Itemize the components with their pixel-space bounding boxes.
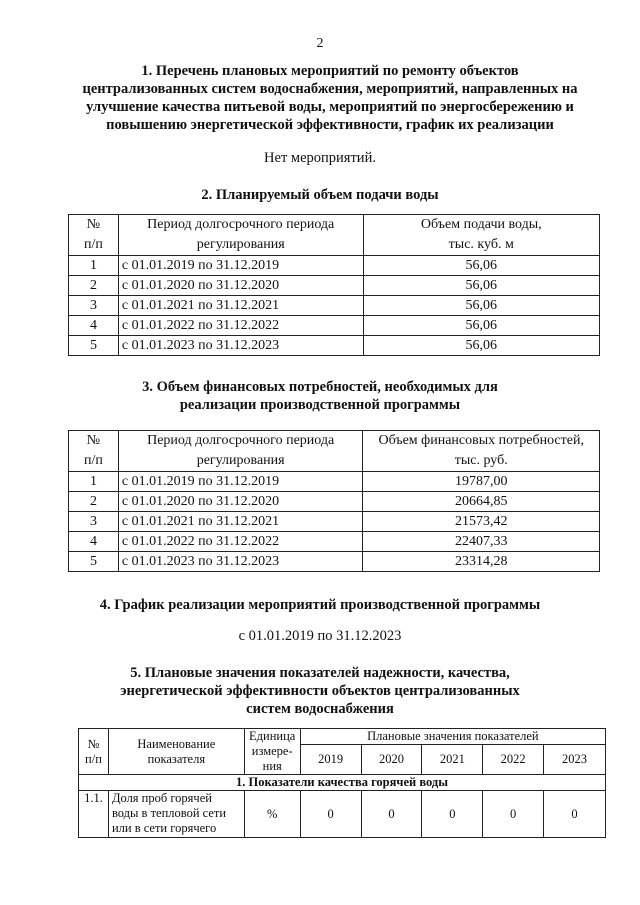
row-value: 56,06 — [363, 256, 600, 276]
table-group-row — [79, 775, 606, 791]
header-year: 2020 — [361, 745, 422, 775]
section2-title: 2. Планируемый объем подачи воды — [201, 187, 439, 203]
section1-title-line: централизованных систем водоснабжения, мероприятий, направленных на — [82, 81, 578, 97]
row-period: с 01.01.2020 по 31.12.2020 — [118, 276, 363, 296]
row-period: с 01.01.2023 по 31.12.2023 — [118, 552, 363, 572]
header-planned-values: Плановые значения показателей — [300, 729, 605, 745]
row-period: с 01.01.2020 по 31.12.2020 — [118, 492, 363, 512]
header-financial: Объем финансовых потребностей, тыс. руб. — [363, 431, 600, 472]
row-value: 56,06 — [363, 276, 600, 296]
row-value: 56,06 — [363, 316, 600, 336]
section1-title-line: улучшение качества питьевой воды, мероприятий по энергосбережению и — [86, 99, 574, 115]
header-num: № п/п — [79, 729, 109, 775]
row-num: 4 — [69, 316, 119, 336]
row-period: с 01.01.2021 по 31.12.2021 — [118, 512, 363, 532]
section5-title — [0, 664, 640, 718]
header-num: № п/п — [69, 431, 119, 472]
table-row — [69, 532, 600, 552]
group-title: 1. Показатели качества горячей воды — [79, 775, 606, 791]
row-unit: % — [244, 791, 300, 838]
row-value: 19787,00 — [363, 472, 600, 492]
row-period: с 01.01.2019 по 31.12.2019 — [118, 256, 363, 276]
row-period: с 01.01.2023 по 31.12.2023 — [118, 336, 363, 356]
header-period: Период долгосрочного периода регулирования — [118, 431, 363, 472]
row-value: 0 — [483, 791, 544, 838]
section1-title — [40, 62, 620, 134]
header-period: Период долгосрочного периода регулирования — [118, 215, 363, 256]
row-period: с 01.01.2021 по 31.12.2021 — [118, 296, 363, 316]
row-value: 22407,33 — [363, 532, 600, 552]
section5-title-line: систем водоснабжения — [246, 701, 394, 717]
table-header-row — [69, 215, 600, 256]
table-row — [69, 276, 600, 296]
row-value: 0 — [422, 791, 483, 838]
page-number: 2 — [316, 36, 324, 51]
row-num: 5 — [69, 552, 119, 572]
row-value: 56,06 — [363, 296, 600, 316]
table-row — [69, 552, 600, 572]
row-num: 2 — [69, 492, 119, 512]
row-num: 3 — [69, 296, 119, 316]
table-row — [69, 472, 600, 492]
row-period: с 01.01.2022 по 31.12.2022 — [118, 316, 363, 336]
section1-title-line: 1. Перечень плановых мероприятий по ремонту объектов — [141, 63, 519, 79]
section1-note: Нет мероприятий. — [264, 150, 376, 166]
table-row — [69, 316, 600, 336]
section5-title-line: 5. Плановые значения показателей надежности, качества, — [130, 665, 510, 681]
row-value: 20664,85 — [363, 492, 600, 512]
header-unit: Единица измере- ния — [244, 729, 300, 775]
row-indicator-name: Доля проб горячей воды в тепловой сети или в сети горячего — [108, 791, 244, 838]
header-indicator-name: Наименование показателя — [108, 729, 244, 775]
row-num: 1 — [69, 472, 119, 492]
row-value: 0 — [544, 791, 606, 838]
table-row — [69, 512, 600, 532]
header-year: 2019 — [300, 745, 361, 775]
table-row — [79, 791, 606, 838]
header-volume: Объем подачи воды, тыс. куб. м — [363, 215, 600, 256]
section3-title — [0, 378, 640, 414]
row-value: 0 — [361, 791, 422, 838]
row-value: 21573,42 — [363, 512, 600, 532]
table-row — [69, 296, 600, 316]
table-header-row — [79, 729, 606, 745]
table-row — [69, 336, 600, 356]
section5-title-line: энергетической эффективности объектов централизованных — [120, 683, 520, 699]
section3-title-line: 3. Объем финансовых потребностей, необходимых для — [142, 379, 498, 395]
table-header-row — [69, 431, 600, 472]
row-num: 1.1. — [79, 791, 109, 838]
header-year: 2022 — [483, 745, 544, 775]
water-supply-table — [68, 214, 600, 356]
row-num: 1 — [69, 256, 119, 276]
row-period: с 01.01.2022 по 31.12.2022 — [118, 532, 363, 552]
indicators-table — [78, 728, 606, 838]
header-num: № п/п — [69, 215, 119, 256]
row-value: 56,06 — [363, 336, 600, 356]
row-num: 4 — [69, 532, 119, 552]
row-value: 0 — [300, 791, 361, 838]
row-period: с 01.01.2019 по 31.12.2019 — [118, 472, 363, 492]
row-num: 3 — [69, 512, 119, 532]
table-row — [69, 492, 600, 512]
section4-period: с 01.01.2019 по 31.12.2023 — [238, 628, 402, 644]
row-value: 23314,28 — [363, 552, 600, 572]
section4-title: 4. График реализации мероприятий производственной программы — [99, 597, 541, 613]
row-num: 5 — [69, 336, 119, 356]
header-year: 2021 — [422, 745, 483, 775]
financial-needs-table — [68, 430, 600, 572]
header-year: 2023 — [544, 745, 606, 775]
table-row — [69, 256, 600, 276]
row-num: 2 — [69, 276, 119, 296]
section3-title-line: реализации производственной программы — [179, 397, 461, 413]
section1-title-line: повышению энергетической эффективности, график их реализации — [106, 117, 554, 133]
